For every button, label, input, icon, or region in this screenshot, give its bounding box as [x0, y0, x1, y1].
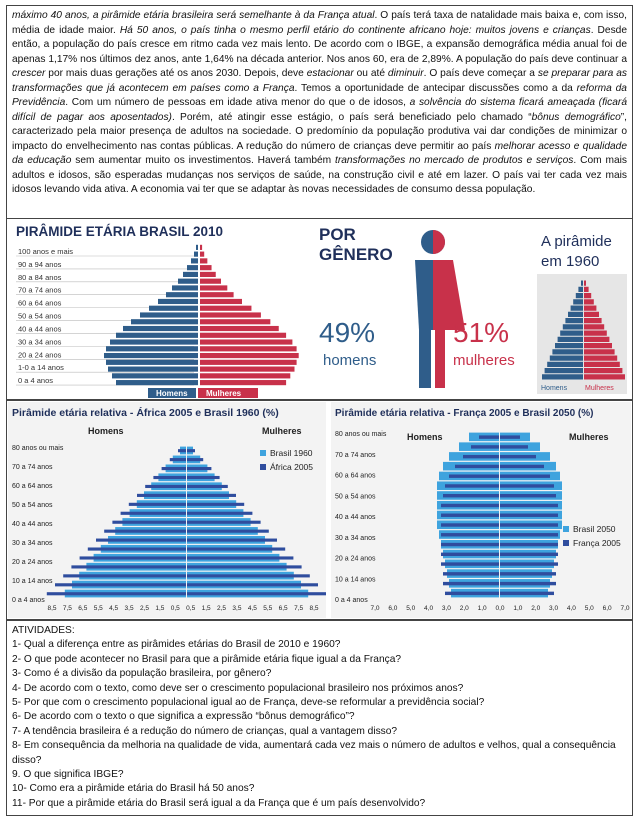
legend-swatch-africa-2005: [260, 464, 266, 470]
activity-question: 4- De acordo com o texto, como deve ser o crescimento populacional brasileiro nos próximos anos?: [12, 682, 464, 694]
chart-title: Pirâmide etária relativa - África 2005 e Brasil 1960 (%): [12, 407, 279, 419]
bar-series-b-men: [441, 514, 499, 517]
x-tick-label: 6,5: [278, 605, 288, 612]
image-row-2: [6, 400, 633, 620]
text: . Desde então, a população do país cresce em ritmo cada vez mais lento. De acordo com o IBGE, a expansão demográfica média anual foi de apenas 1,17% nos últimos dez anos, ante 1,64% na década anterior. Nos anos 60, era de 2,89%. A população do país deve continuar a: [12, 24, 627, 65]
x-tick-label: 7,0: [620, 605, 630, 612]
age-label: 0 a 4 anos: [335, 597, 368, 604]
text: . Porém, até atingir esse estágio, o país será beneficiado pelo chamado “: [171, 111, 532, 123]
age-label: 0 a 4 anos: [12, 597, 45, 604]
bar-men: [116, 333, 198, 338]
age-label: 60 a 64 anos: [12, 483, 53, 490]
x-tick-label: 5,5: [93, 605, 103, 612]
bar-men: [104, 353, 198, 358]
bar-women: [200, 265, 212, 270]
activity-question: 2- O que pode acontecer no Brasil para que a pirâmide etária fique igual a da França?: [12, 653, 402, 665]
age-label: 10 a 14 anos: [335, 576, 376, 584]
inset-men-label: Homens: [541, 385, 568, 392]
age-label: 40 a 44 anos: [335, 514, 376, 521]
bar-series-b-women: [500, 553, 558, 556]
legend-brasil-2050: Brasil 2050: [573, 524, 616, 534]
bar-series-b-men: [443, 582, 499, 585]
bar-women: [200, 306, 251, 311]
x-tick-label: 1,0: [477, 605, 487, 612]
text-italic: se preparar para as transformações que já acontecem em países como a França: [12, 68, 627, 94]
bar-series-b-women: [187, 565, 302, 568]
women-caption: mulheres: [453, 352, 515, 369]
age-label: 70 a 74 anos: [12, 464, 53, 471]
bar-women: [200, 360, 297, 365]
age-label: 50 a 54 anos: [18, 311, 62, 321]
pyramid-brasil-2010: [8, 220, 314, 398]
bar-series-b-women: [500, 514, 558, 517]
inset-bar-women: [584, 281, 586, 286]
bar-women: [200, 346, 297, 351]
inset-bar-women: [584, 362, 620, 367]
article-paragraph: [6, 5, 633, 235]
chart-title: PIRÂMIDE ETÁRIA BRASIL 2010: [16, 224, 224, 239]
bar-series-b-women: [187, 592, 326, 595]
bar-series-b-men: [55, 583, 186, 586]
inset-bar-men: [547, 362, 583, 367]
x-tick-label: 2,5: [139, 605, 149, 612]
x-tick-label: 2,0: [531, 605, 541, 612]
inset-bar-men: [581, 281, 583, 286]
bar-series-b-women: [500, 504, 558, 507]
bar-series-b-men: [153, 476, 186, 479]
inset-bar-men: [560, 331, 583, 336]
x-tick-label: 3,5: [232, 605, 242, 612]
bar-men: [106, 360, 198, 365]
bar-women: [200, 373, 290, 378]
legend-swatch-franca-2005: [563, 540, 569, 546]
text: . Temos a oportunidade de antecipar discussões como a da: [294, 82, 577, 94]
inset-bar-men: [576, 293, 583, 298]
bar-series-b-men: [441, 533, 499, 536]
bar-series-b-women: [500, 435, 520, 438]
x-tick-label: 7,0: [370, 605, 380, 612]
x-tick-label: 2,0: [459, 605, 469, 612]
x-tick-label: 5,0: [406, 605, 416, 612]
x-tick-label: 3,5: [124, 605, 134, 612]
men-caption: homens: [323, 352, 377, 369]
bar-series-b-women: [500, 582, 556, 585]
x-tick-label: 0,5: [186, 605, 196, 612]
bar-series-b-men: [129, 503, 186, 506]
age-label: 30 a 34 anos: [18, 337, 62, 347]
bar-series-b-men: [463, 455, 499, 458]
activity-question: 8- Em consequência da melhoria na qualidade de vida, aumentará cada vez mais o número de adultos e velhos, qual a consequência disso?: [12, 740, 616, 766]
x-tick-label: 6,5: [78, 605, 88, 612]
gender-title-2: GÊNERO: [319, 245, 393, 264]
bar-series-b-men: [455, 465, 499, 468]
bar-series-b-women: [500, 523, 558, 526]
bar-series-b-men: [445, 484, 499, 487]
bar-series-b-men: [449, 474, 499, 477]
bar-men: [116, 380, 198, 385]
activities-section: [6, 620, 633, 816]
bar-men: [149, 306, 198, 311]
activity-question: 10- Como era a pirâmide etária do Brasil há 50 anos?: [12, 783, 255, 795]
x-tick-label: 6,0: [602, 605, 612, 612]
text: . Com mais adultos e idosos, são esperadas mudanças nos serviços de saúde, na construção civil e até em lazer. O país vai ter cada vez mais idosos levando vida ativa. A economia vai ter que se adaptar às novas necessidades de consumo dessa população.: [12, 155, 627, 195]
bar-series-b-men: [443, 494, 499, 497]
text: sem aumentar muito os investimentos. Haverá também: [71, 155, 336, 166]
activity-question: 11- Por que a pirâmide etária do Brasil será igual a da França que é um país desenvolvido?: [12, 797, 426, 809]
bar-series-b-women: [187, 467, 211, 470]
inset-bar-men: [545, 368, 583, 373]
bar-series-b-men: [112, 521, 186, 524]
legend-franca-2005: França 2005: [573, 538, 621, 548]
age-label: 90 a 94 anos: [18, 259, 62, 269]
bar-series-b-men: [441, 504, 499, 507]
inset-bar-men: [578, 287, 583, 292]
text-italic: bônus demográfico: [531, 111, 621, 123]
bar-series-b-women: [187, 530, 269, 533]
text-italic: diminuir: [387, 68, 424, 79]
x-tick-label: 4,0: [566, 605, 576, 612]
bar-series-b-women: [187, 547, 285, 550]
inset-bar-men: [563, 324, 583, 329]
bar-women: [200, 333, 286, 338]
inset-bar-women: [584, 287, 589, 292]
pyramid-franca-brasil: [331, 402, 631, 618]
x-tick-label: 1,5: [155, 605, 165, 612]
bar-series-b-women: [187, 458, 203, 461]
bar-men: [106, 346, 198, 351]
bar-series-b-men: [471, 445, 499, 448]
age-label: 100 anos e mais: [18, 247, 74, 256]
bar-series-b-men: [104, 530, 186, 533]
inset-women-label: Mulheres: [585, 385, 614, 392]
x-tick-label: 4,5: [109, 605, 119, 612]
age-label: 30 a 34 anos: [12, 540, 53, 547]
bar-series-b-women: [500, 474, 550, 477]
bar-men: [112, 373, 198, 378]
bar-series-b-men: [80, 556, 186, 559]
activity-question: 3- Como é a divisão da população brasileira, por gênero?: [12, 668, 272, 680]
age-label: 20 a 24 anos: [335, 555, 376, 563]
bar-series-b-women: [500, 455, 536, 458]
text: . O país terá taxa de natalidade mais baixa e, com isso, média de idade maior.: [12, 10, 627, 36]
x-tick-label: 3,0: [441, 605, 451, 612]
bar-men: [191, 258, 198, 263]
age-label: 1-0 a 14 anos: [18, 363, 64, 373]
age-label: 30 a 34 anos: [335, 534, 376, 542]
bar-series-b-men: [121, 512, 186, 515]
inset-bar-women: [584, 306, 596, 311]
age-label: 60 a 64 anos: [18, 298, 62, 308]
x-tick-label: 6,0: [388, 605, 398, 612]
inset-bar-men: [550, 356, 583, 361]
gender-infographic: [315, 220, 631, 398]
bar-series-b-women: [500, 494, 556, 497]
women-percent: 51%: [453, 317, 510, 348]
text: ”, caracterizado pela maior presença de adultos na sociedade. O predomínio da população produtiva vai dar condições de minimizar o impacto do envelhecimento nas contas públicas. A redução do número de crianças deve permitir ao país: [12, 111, 627, 152]
bar-series-b-women: [187, 521, 261, 524]
bar-series-b-women: [187, 485, 228, 488]
women-label: Mulheres: [569, 432, 609, 442]
bar-series-b-men: [63, 574, 186, 577]
inset-bar-men: [552, 349, 583, 354]
bar-women: [200, 252, 204, 257]
bar-series-b-men: [441, 562, 499, 565]
bar-men: [178, 279, 198, 284]
bar-series-b-women: [500, 543, 558, 546]
bar-series-b-women: [187, 494, 236, 497]
x-tick-label: 4,5: [247, 605, 257, 612]
inset-bar-women: [584, 374, 625, 379]
age-label: 70 a 74 anos: [18, 285, 62, 295]
age-label: 70 a 74 anos: [335, 451, 376, 459]
inset-bar-women: [584, 368, 622, 373]
activity-question: 5- Por que com o crescimento populacional igual ao de França, deve-se reformular a previdência social?: [12, 697, 485, 709]
bar-men: [123, 326, 198, 331]
bar-series-b-women: [187, 512, 252, 515]
bar-series-b-women: [500, 465, 544, 468]
bar-series-b-men: [88, 547, 186, 550]
bar-women: [200, 326, 279, 331]
bar-series-b-men: [162, 467, 186, 470]
age-label: 50 a 54 anos: [12, 502, 53, 509]
bar-series-b-women: [500, 562, 558, 565]
inset-bar-men: [558, 337, 583, 342]
age-label: 80 anos ou mais: [12, 445, 64, 452]
age-label: 40 a 44 anos: [18, 324, 62, 334]
bar-series-b-women: [500, 572, 556, 575]
bar-men: [108, 367, 198, 372]
x-tick-label: 4,0: [424, 605, 434, 612]
bar-series-b-men: [47, 592, 186, 595]
inset-bar-men: [571, 306, 583, 311]
bar-series-b-men: [441, 543, 499, 546]
x-tick-label: 7,5: [294, 605, 304, 612]
age-label: 20 a 24 anos: [12, 559, 53, 566]
inset-title-1: A pirâmide: [541, 233, 612, 250]
men-label: Homens: [156, 389, 188, 398]
bar-series-b-women: [500, 592, 554, 595]
bar-women: [200, 353, 299, 358]
x-tick-label: 0,5: [170, 605, 180, 612]
bar-women: [200, 245, 202, 250]
inset-bar-women: [584, 312, 599, 317]
text: ou até: [353, 68, 388, 79]
inset-bar-women: [584, 299, 594, 304]
bar-men: [183, 272, 198, 277]
bar-men: [166, 292, 198, 297]
legend-swatch-brasil-1960: [260, 450, 266, 456]
text-italic: estacionar: [306, 68, 354, 79]
age-label: 40 a 44 anos: [12, 521, 53, 528]
inset-bar-women: [584, 293, 591, 298]
age-label: 10 a 14 anos: [12, 578, 53, 585]
age-label: 80 a 84 anos: [18, 272, 62, 282]
bar-series-b-men: [145, 485, 186, 488]
text-italic: reforma da Previdência: [12, 82, 627, 108]
text-italic: transformações no mercado de produtos e serviços: [335, 155, 574, 166]
x-tick-label: 5,0: [584, 605, 594, 612]
bar-women: [200, 367, 295, 372]
text-italic: melhorar acesso e qualidade da educação: [12, 140, 627, 166]
bar-women: [200, 272, 216, 277]
bar-series-b-men: [170, 458, 186, 461]
x-tick-label: 1,0: [513, 605, 523, 612]
bar-women: [200, 312, 261, 317]
age-label: 20 a 24 anos: [18, 350, 62, 360]
men-label: Homens: [407, 432, 443, 442]
x-tick-label: 8,5: [309, 605, 319, 612]
text-italic: Há 50 anos, o país tinha o mesmo perfil etário do continente africano hoje: muitos jovens e crianças: [119, 24, 591, 36]
legend-brasil-1960: Brasil 1960: [270, 448, 313, 458]
image-row-1: [6, 218, 633, 400]
bar-women: [200, 258, 207, 263]
inset-bar-women: [584, 349, 615, 354]
inset-bar-women: [584, 356, 617, 361]
text: . O país deve começar a: [423, 68, 538, 79]
inset-bar-women: [584, 318, 602, 323]
bar-women: [200, 319, 270, 324]
bar-women: [200, 285, 227, 290]
bar-women: [200, 299, 242, 304]
inset-bar-men: [555, 343, 583, 348]
text-italic: máximo 40 anos, a pirâmide etária brasileira será semelhante à da França atual: [12, 10, 375, 21]
inset-bar-women: [584, 343, 612, 348]
inset-bar-men: [573, 299, 583, 304]
bar-series-b-women: [500, 445, 528, 448]
bar-women: [200, 380, 286, 385]
bar-series-b-women: [187, 556, 293, 559]
legend-swatch-brasil-2050: [563, 526, 569, 532]
activity-question: 1- Qual a diferença entre as pirâmides etárias do Brasil de 2010 e 1960?: [12, 639, 341, 651]
bar-series-b-men: [137, 494, 186, 497]
x-tick-label: 1,5: [201, 605, 211, 612]
bar-men: [131, 319, 198, 324]
x-tick-label: 8,5: [47, 605, 57, 612]
bar-series-b-men: [96, 539, 186, 542]
bar-women: [200, 292, 234, 297]
bar-men: [187, 265, 198, 270]
inset-bar-women: [584, 331, 607, 336]
bar-series-b-women: [187, 449, 195, 452]
inset-bar-men: [568, 312, 583, 317]
age-label: 50 a 54 anos: [335, 493, 376, 501]
bar-series-b-women: [187, 503, 244, 506]
inset-bar-men: [542, 374, 583, 379]
activities-heading: ATIVIDADES:: [12, 625, 75, 636]
bar-series-b-men: [441, 553, 499, 556]
women-label: Mulheres: [262, 426, 302, 436]
gender-title-1: POR: [319, 225, 356, 244]
x-tick-label: 2,5: [217, 605, 227, 612]
text: . Com um número de pessoas em idade ativa menor do que o de idosos,: [65, 97, 410, 108]
men-label: Homens: [88, 426, 124, 436]
x-tick-label: 7,5: [62, 605, 72, 612]
bar-men: [110, 339, 198, 344]
chart-title: Pirâmide etária relativa - França 2005 e Brasil 2050 (%): [335, 408, 594, 419]
age-label: 0 a 4 anos: [18, 376, 54, 386]
inset-title-2: em 1960: [541, 253, 600, 270]
bar-men: [140, 312, 198, 317]
bar-men: [172, 285, 198, 290]
bar-series-b-women: [187, 539, 277, 542]
bar-men: [194, 252, 198, 257]
bar-series-b-men: [445, 592, 499, 595]
legend-africa-2005: África 2005: [270, 462, 313, 472]
bar-series-b-women: [187, 574, 310, 577]
activity-question: 9. O que significa IBGE?: [12, 769, 124, 781]
bar-series-b-women: [500, 533, 558, 536]
text-italic: crescer: [12, 68, 46, 79]
x-tick-label: 5,5: [263, 605, 273, 612]
bar-men: [158, 299, 198, 304]
activity-question: 7- A tendência brasileira é a redução do número de crianças, qual a vantagem disso?: [12, 725, 398, 737]
bar-series-b-men: [71, 565, 186, 568]
bar-series-b-women: [500, 484, 554, 487]
bar-series-b-women: [187, 583, 318, 586]
inset-bar-women: [584, 337, 609, 342]
bar-series-b-men: [443, 572, 499, 575]
age-label: 60 a 64 anos: [335, 472, 376, 480]
bar-series-b-women: [187, 476, 220, 479]
activity-question: 6- De acordo com o texto o que significa a expressão “bônus demográfico”?: [12, 711, 355, 723]
bar-series-b-men: [178, 449, 186, 452]
age-label: 80 anos ou mais: [335, 431, 387, 438]
text: por mais duas gerações até os anos 2030. Depois, deve: [45, 68, 307, 79]
bar-series-b-men: [441, 523, 499, 526]
women-label: Mulheres: [206, 389, 242, 398]
bar-men: [196, 245, 198, 250]
bar-women: [200, 279, 221, 284]
inset-bar-women: [584, 324, 604, 329]
bar-series-b-men: [479, 435, 499, 438]
men-percent: 49%: [319, 317, 376, 348]
x-tick-label: 0,0: [495, 605, 505, 612]
text-italic: a solvência do sistema ficará ameaçada (ficará difícil de pagar aos aposentados): [12, 97, 627, 123]
inset-bar-men: [565, 318, 583, 323]
x-tick-label: 3,0: [549, 605, 559, 612]
pyramid-africa-brasil: [8, 402, 326, 618]
bar-women: [200, 339, 292, 344]
